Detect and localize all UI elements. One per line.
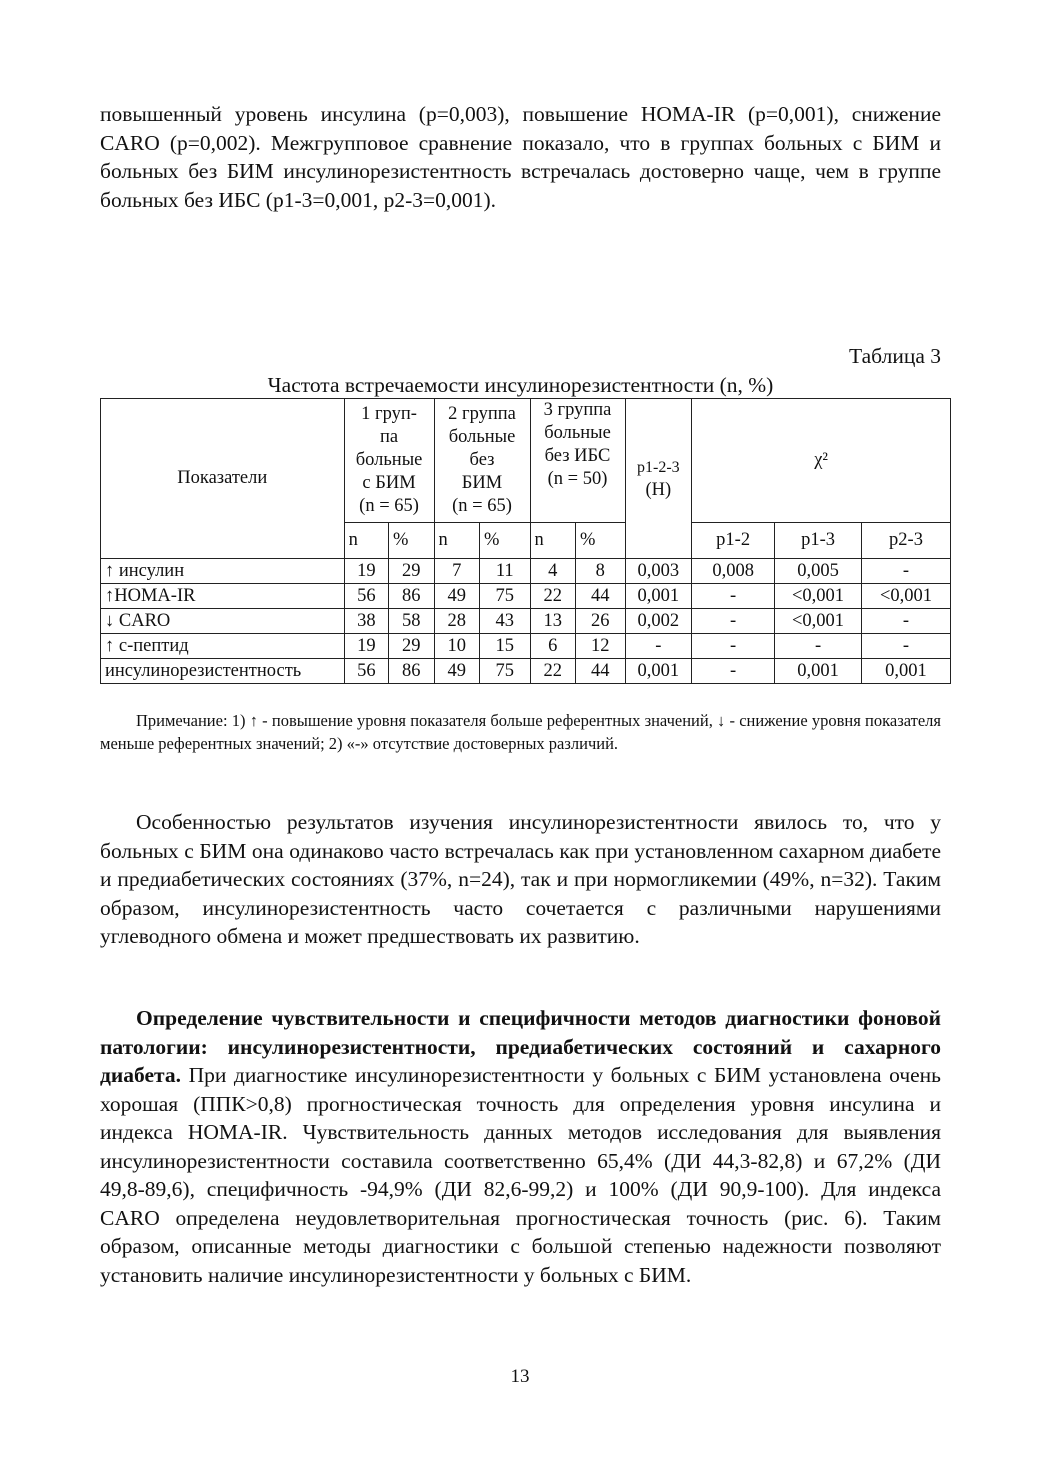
cell: 8 [575, 559, 625, 584]
cell: 29 [389, 634, 434, 659]
header-pct1: % [389, 523, 434, 559]
cell: 49 [434, 659, 479, 684]
cell: - [692, 609, 775, 634]
table-row [101, 584, 951, 609]
cell: 12 [575, 634, 625, 659]
cell: 38 [344, 609, 388, 634]
paragraph-3 [100, 1004, 941, 1289]
document-page [100, 100, 941, 1287]
page-number: 13 [510, 1366, 530, 1387]
cell: - [692, 634, 775, 659]
header-p123: р1-2-3 (H) [625, 399, 692, 559]
cell: 86 [389, 584, 434, 609]
table-row [101, 609, 951, 634]
cell: 6 [530, 634, 575, 659]
header-group2: 2 группа больные без БИМ (n = 65) [434, 399, 530, 523]
header-group3: 3 группа больные без ИБС (n = 50) [530, 399, 625, 523]
cell: 56 [344, 584, 388, 609]
table-note: Примечание: 1) ↑ - повышение уровня показателя больше референтных значений, ↓ - снижение уровня показателя меньше референтных значений; 2) «-» отсутствие достоверных различий. [100, 711, 941, 753]
cell: 4 [530, 559, 575, 584]
cell: 44 [575, 584, 625, 609]
cell: 19 [344, 634, 388, 659]
table-row [101, 634, 951, 659]
cell: 0,001 [775, 659, 862, 684]
intro-paragraph: повышенный уровень инсулина (р=0,003), повышение HOMA-IR (р=0,001), снижение CARO (р=0,002). Межгрупповое сравнение показало, что в группах больных с БИМ и больных без БИМ инсулинорезистентность встречалась достоверно чаще, чем в группе больных без ИБС (р1-3=0,001, р2-3=0,001). [100, 102, 941, 212]
header-n2: n [434, 523, 479, 559]
header-indicator: Показатели [101, 399, 345, 559]
cell: - [861, 634, 950, 659]
header-pct3: % [575, 523, 625, 559]
table-row [101, 559, 951, 584]
cell: 22 [530, 584, 575, 609]
cell: - [692, 584, 775, 609]
cell: 28 [434, 609, 479, 634]
cell: 75 [479, 584, 530, 609]
row-label: инсулинорезистентность [101, 659, 345, 684]
cell: 44 [575, 659, 625, 684]
cell: 26 [575, 609, 625, 634]
cell: 86 [389, 659, 434, 684]
header-chi: χ² [692, 399, 951, 523]
cell: 13 [530, 609, 575, 634]
cell: 19 [344, 559, 388, 584]
header-n1: n [344, 523, 388, 559]
cell: 0,001 [861, 659, 950, 684]
header-n3: n [530, 523, 575, 559]
header-p23: р2-3 [861, 523, 950, 559]
cell: 0,001 [625, 659, 692, 684]
paragraph-3-text: При диагностике инсулинорезистентности у больных с БИМ установлена очень хорошая (ППК>0,8) прогностическая точность для определения уровня инсулина и индекса HOMA-IR. Чувствительность данных методов исследования для выявления инсулинорезистентности составила соответственно 65,4% (ДИ 44,3-82,8) и 67,2% (ДИ 49,8-89,6), специфичность -94,9% (ДИ 82,6-99,2) и 100% (ДИ 90,9-100). Для индекса CARO определена неудовлетворительная прогностическая точность (рис. 6). Таким образом, описанные методы диагностики с большой степенью надежности позволяют установить наличие инсулинорезистентности у больных с БИМ. [100, 1063, 941, 1287]
cell: - [692, 659, 775, 684]
cell: 7 [434, 559, 479, 584]
table-title: Частота встречаемости инсулинорезистентности (n, %) [267, 373, 774, 397]
header-pct2: % [479, 523, 530, 559]
row-label: ↑ с-пептид [101, 634, 345, 659]
cell: - [861, 559, 950, 584]
paragraph-2: Особенностью результатов изучения инсулинорезистентности явилось то, что у больных с БИМ она одинаково часто встречалась как при установленном сахарном диабете и предиабетических состояниях (37%, n=24), так и при нормогликемии (49%, n=32). Таким образом, инсулинорезистентность часто сочетается с различными нарушениями углеводного обмена и может предшествовать их развитию. [100, 810, 941, 948]
cell: - [861, 609, 950, 634]
cell: 0,005 [775, 559, 862, 584]
cell: 0,003 [625, 559, 692, 584]
cell: 22 [530, 659, 575, 684]
cell: - [775, 634, 862, 659]
table-label: Таблица 3 [849, 344, 941, 368]
cell: 56 [344, 659, 388, 684]
header-p13: р1-3 [775, 523, 862, 559]
cell: 0,002 [625, 609, 692, 634]
cell: - [625, 634, 692, 659]
cell: 15 [479, 634, 530, 659]
cell: 75 [479, 659, 530, 684]
cell: 0,008 [692, 559, 775, 584]
row-label: ↑HOMA-IR [101, 584, 345, 609]
cell: 11 [479, 559, 530, 584]
cell: 43 [479, 609, 530, 634]
data-table [100, 398, 951, 684]
cell: <0,001 [775, 609, 862, 634]
cell: 10 [434, 634, 479, 659]
cell: 29 [389, 559, 434, 584]
row-label: ↑ инсулин [101, 559, 345, 584]
cell: <0,001 [861, 584, 950, 609]
header-group1: 1 груп- па больные с БИМ (n = 65) [344, 399, 434, 523]
cell: <0,001 [775, 584, 862, 609]
cell: 0,001 [625, 584, 692, 609]
row-label: ↓ CARO [101, 609, 345, 634]
paragraph-3-heading: Определение чувствительности и специфичности методов диагностики фоновой патологии: инсулинорезистентности, предиабетических состояний и сахарного диабета. [100, 1006, 941, 1087]
cell: 58 [389, 609, 434, 634]
table-header-row [101, 399, 951, 523]
cell: 49 [434, 584, 479, 609]
header-p12: р1-2 [692, 523, 775, 559]
table-row [101, 659, 951, 684]
